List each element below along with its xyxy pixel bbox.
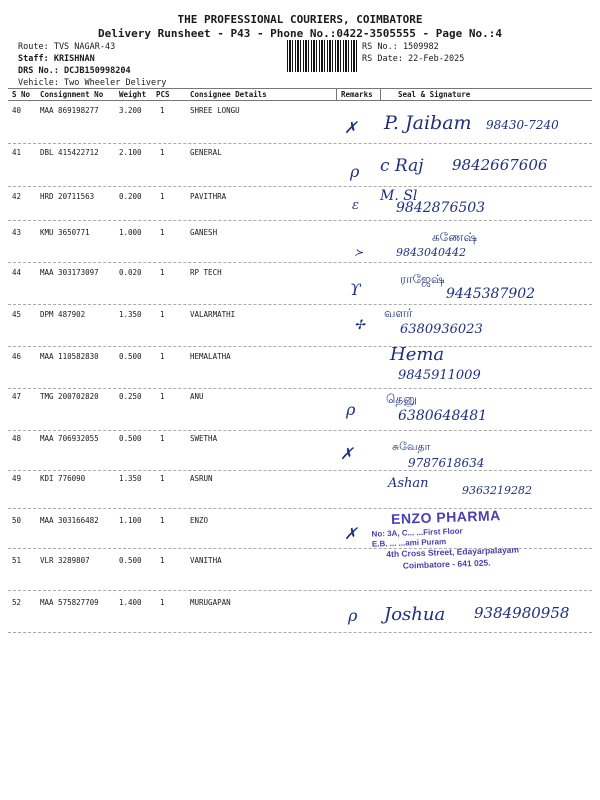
- cell-pcs: 1: [160, 192, 165, 201]
- signature: தெனு: [386, 392, 418, 406]
- cell-consignment: MAA 303166482: [40, 516, 99, 525]
- cell-consignment: VLR 3289807: [40, 556, 90, 565]
- cell-consignee: GANESH: [190, 228, 218, 237]
- remark-tick: ρ: [350, 162, 360, 181]
- rs-number: RS No.: 1509982: [362, 42, 439, 52]
- cell-pcs: 1: [160, 106, 165, 115]
- cell-weight: 0.500: [119, 556, 142, 565]
- company-title: THE PROFESSIONAL COURIERS, COIMBATORE: [177, 13, 423, 26]
- cell-pcs: 1: [160, 310, 165, 319]
- runsheet-subtitle: Delivery Runsheet - P43 - Phone No.:0422-3505555 - Page No.:4: [98, 27, 502, 40]
- cell-consignment: DPM 487902: [40, 310, 86, 319]
- phone-handwritten: 9445387902: [446, 286, 536, 302]
- row-divider: [8, 186, 592, 187]
- cell-sno: 42: [12, 192, 22, 201]
- remark-tick: ✗: [344, 118, 358, 137]
- column-pcs: PCS: [156, 90, 170, 99]
- cell-consignee: SHREE LONGU: [190, 106, 240, 115]
- phone-handwritten: 9384980958: [474, 604, 570, 622]
- stamp-address-line: No: 3A, C... ...First Floor: [371, 526, 463, 539]
- column-divider: [336, 88, 337, 100]
- cell-pcs: 1: [160, 392, 165, 401]
- row-divider: [8, 632, 592, 633]
- cell-pcs: 1: [160, 352, 165, 361]
- signature: Joshua: [384, 604, 446, 625]
- remark-tick: ✗: [344, 524, 358, 543]
- phone-handwritten: 9842667606: [452, 156, 548, 174]
- cell-weight: 1.400: [119, 598, 142, 607]
- cell-consignee: ANU: [190, 392, 204, 401]
- stamp-company-name: ENZO PHARMA: [390, 507, 502, 527]
- cell-sno: 52: [12, 598, 22, 607]
- cell-consignment: MAA 869198277: [40, 106, 99, 115]
- row-divider: [8, 262, 592, 263]
- cell-consignee: MURUGAPAN: [190, 598, 231, 607]
- phone-handwritten: 9787618634: [408, 456, 485, 470]
- row-divider: [8, 143, 592, 144]
- table-top-rule: [8, 88, 592, 89]
- column-remarks: Remarks: [341, 90, 373, 99]
- route-info: Route: TVS NAGAR-43: [18, 42, 116, 52]
- row-divider: [8, 470, 592, 471]
- cell-weight: 3.200: [119, 106, 142, 115]
- cell-consignee: RP TECH: [190, 268, 222, 277]
- signature: Ashan: [388, 476, 429, 491]
- cell-weight: 0.020: [119, 268, 142, 277]
- company-stamp: [361, 504, 593, 584]
- column-divider: [380, 88, 381, 100]
- row-divider: [8, 346, 592, 347]
- phone-handwritten: 9363219282: [462, 484, 532, 497]
- cell-sno: 50: [12, 516, 22, 525]
- cell-consignment: MAA 303173097: [40, 268, 99, 277]
- cell-consignee: VALARMATHI: [190, 310, 236, 319]
- cell-sno: 43: [12, 228, 22, 237]
- cell-consignment: KDI 776090: [40, 474, 86, 483]
- cell-sno: 45: [12, 310, 22, 319]
- column-weight: Weight: [119, 90, 147, 99]
- cell-pcs: 1: [160, 516, 165, 525]
- phone-handwritten: 98430-7240: [486, 118, 559, 132]
- cell-pcs: 1: [160, 556, 165, 565]
- cell-consignee: HEMALATHA: [190, 352, 231, 361]
- cell-weight: 1.000: [119, 228, 142, 237]
- column-consignment: Consignment No: [40, 90, 104, 99]
- signature: Hema: [390, 344, 445, 365]
- remark-tick: ρ: [346, 400, 356, 419]
- cell-sno: 47: [12, 392, 22, 401]
- cell-consignment: MAA 706932055: [40, 434, 99, 443]
- staff-info: Staff: KRISHNAN: [18, 54, 95, 64]
- cell-pcs: 1: [160, 434, 165, 443]
- cell-sno: 41: [12, 148, 22, 157]
- signature: M. Sl: [380, 188, 418, 204]
- cell-sno: 46: [12, 352, 22, 361]
- row-divider: [8, 220, 592, 221]
- row-divider: [8, 430, 592, 431]
- cell-sno: 48: [12, 434, 22, 443]
- remark-tick: ✢: [354, 318, 365, 333]
- stamp-address-line: E.B. ... ...ami Puram: [371, 537, 447, 549]
- drs-number: DRS No.: DCJB150998204: [18, 66, 131, 76]
- cell-pcs: 1: [160, 474, 165, 483]
- cell-weight: 0.200: [119, 192, 142, 201]
- vehicle-info: Vehicle: Two Wheeler Delivery: [18, 78, 167, 88]
- signature: சுவேதா: [392, 440, 431, 453]
- remark-tick: ϒ: [350, 280, 361, 299]
- cell-weight: 2.100: [119, 148, 142, 157]
- phone-handwritten: 9845911009: [398, 368, 481, 383]
- cell-consignee: ASRUN: [190, 474, 213, 483]
- table-header-rule: [8, 100, 592, 101]
- cell-weight: 1.100: [119, 516, 142, 525]
- column-consignee: Consignee Details: [190, 90, 267, 99]
- barcode: [287, 40, 357, 72]
- signature: P. Jaibam: [384, 112, 472, 134]
- cell-sno: 51: [12, 556, 22, 565]
- cell-sno: 49: [12, 474, 22, 483]
- cell-weight: 0.500: [119, 434, 142, 443]
- remark-tick: ≻: [354, 246, 364, 259]
- cell-sno: 44: [12, 268, 22, 277]
- row-divider: [8, 590, 592, 591]
- cell-pcs: 1: [160, 268, 165, 277]
- cell-weight: 1.350: [119, 310, 142, 319]
- cell-consignee: ENZO: [190, 516, 209, 525]
- signature: கணேஷ்: [432, 230, 477, 244]
- cell-sno: 40: [12, 106, 22, 115]
- cell-consignee: SWETHA: [190, 434, 218, 443]
- remark-tick: ɛ: [352, 198, 359, 213]
- cell-consignment: KMU 3650771: [40, 228, 90, 237]
- remark-tick: ✗: [340, 444, 354, 463]
- cell-consignee: PAVITHRA: [190, 192, 227, 201]
- cell-consignment: MAA 110582830: [40, 352, 99, 361]
- phone-handwritten: 6380648481: [398, 408, 488, 424]
- cell-consignment: MAA 575827709: [40, 598, 99, 607]
- phone-handwritten: 6380936023: [400, 322, 483, 337]
- stamp-address-line: 4th Cross Street, Edayarpalayam: [386, 544, 520, 560]
- cell-consignment: TMG 200702820: [40, 392, 99, 401]
- cell-consignment: HRD 20711563: [40, 192, 95, 201]
- stamp-address-line: Coimbatore - 641 025.: [402, 557, 491, 571]
- column-sno: S No: [12, 90, 31, 99]
- cell-consignee: GENERAL: [190, 148, 222, 157]
- row-divider: [8, 388, 592, 389]
- phone-handwritten: 9842876503: [396, 200, 486, 216]
- signature: ராஜேஷ்: [400, 272, 445, 286]
- cell-pcs: 1: [160, 598, 165, 607]
- column-seal-signature: Seal & Signature: [398, 90, 471, 99]
- cell-pcs: 1: [160, 148, 165, 157]
- cell-weight: 0.500: [119, 352, 142, 361]
- cell-consignment: DBL 415422712: [40, 148, 99, 157]
- cell-consignee: VANITHA: [190, 556, 222, 565]
- cell-pcs: 1: [160, 228, 165, 237]
- remark-tick: ρ: [348, 606, 358, 625]
- cell-weight: 0.250: [119, 392, 142, 401]
- signature: வளர்: [384, 306, 413, 320]
- rs-date: RS Date: 22-Feb-2025: [362, 54, 465, 64]
- signature: c Raj: [380, 156, 424, 176]
- cell-weight: 1.350: [119, 474, 142, 483]
- row-divider: [8, 304, 592, 305]
- phone-handwritten: 9843040442: [396, 246, 466, 259]
